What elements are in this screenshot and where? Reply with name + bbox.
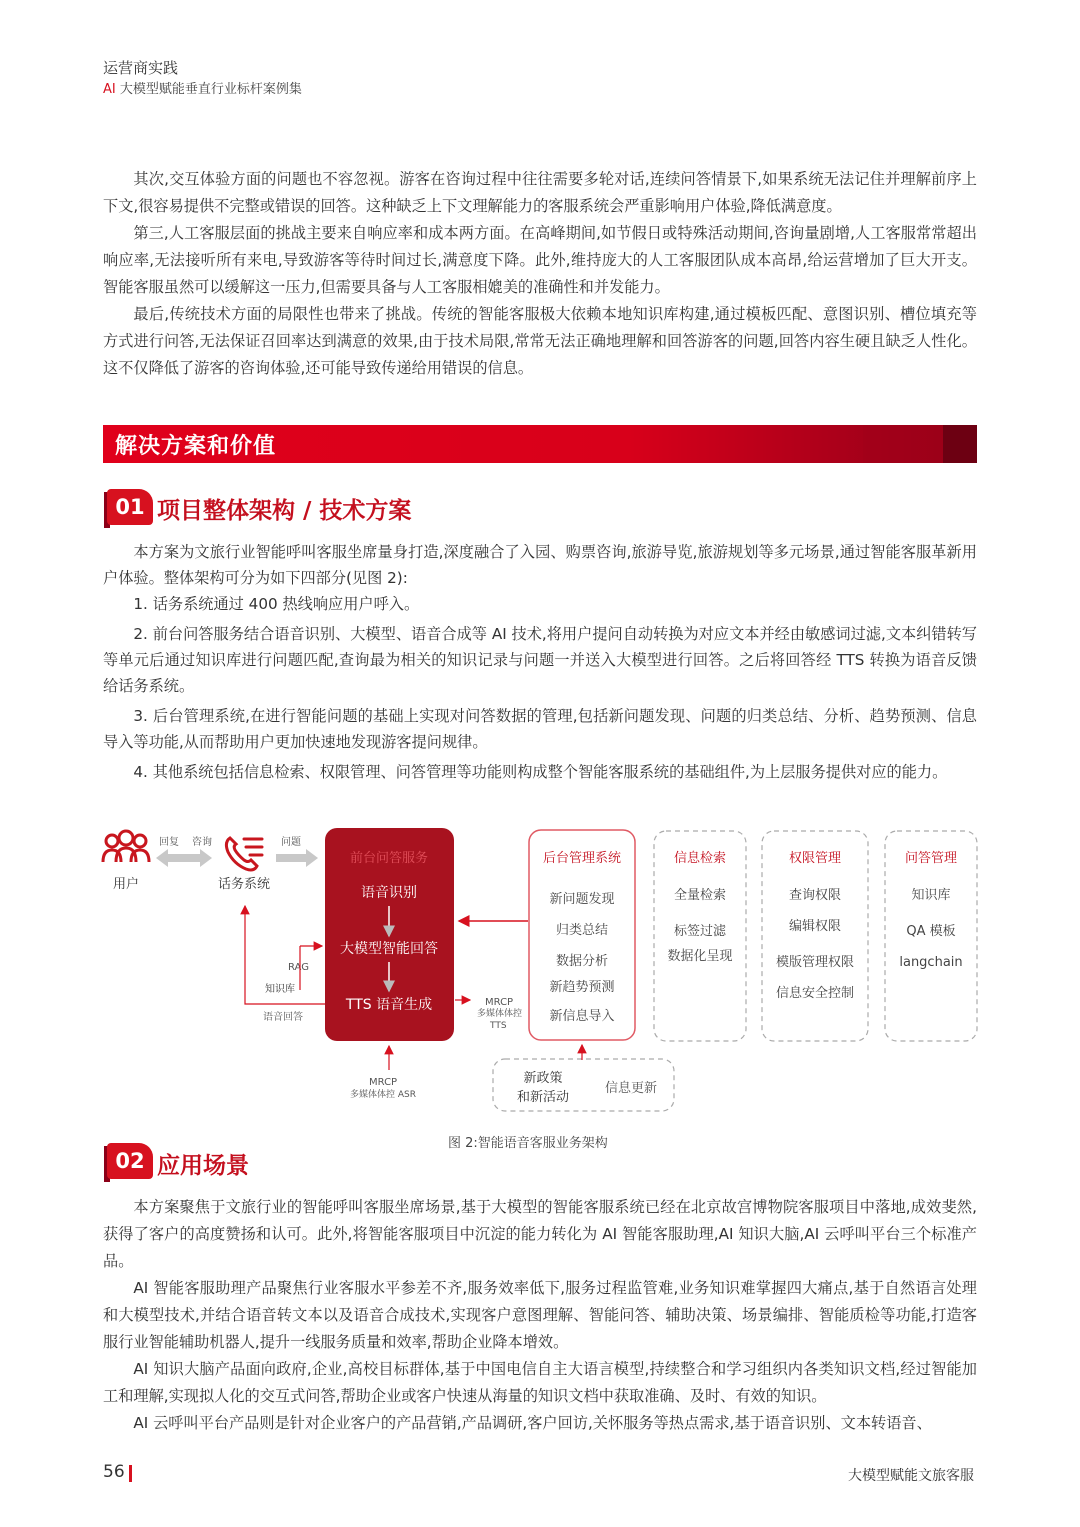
ask-label: 咨询 <box>192 837 212 848</box>
footer-title: 大模型赋能文旅客服 <box>848 1468 974 1484</box>
section-title: 应用场景 <box>157 1153 249 1179</box>
section2-text <box>103 1194 977 1437</box>
header-subtitle-text: 大模型赋能垂直行业标杆案例集 <box>115 82 302 97</box>
paragraph: 最后,传统技术方面的局限性也带来了挑战。传统的智能客服极大依赖本地知识库构建,通过模板匹配、意图识别、槽位填充等方式进行问答,无法保证召回率达到满意的效果,由于技术局限,常常无法正确地理解和回答游客的问题,回答内容生硬且缺乏人性化。这不仅降低了游客的咨询体验,还可能导致传递给用错误的信息。 <box>103 305 977 377</box>
front-item: 大模型智能回答 <box>340 941 438 957</box>
phone-icon <box>226 838 262 870</box>
user-label: 用户 <box>113 877 140 892</box>
back-management-title: 后台管理系统 <box>542 851 622 866</box>
list-item: 4. 其他系统包括信息检索、权限管理、问答管理等功能则构成整个智能客服系统的基础组件,为上层服务提供对应的能力。 <box>133 763 948 781</box>
mrcp-tts-label: MRCP <box>485 997 514 1008</box>
back-item: 数据分析 <box>555 954 609 969</box>
back-item: 新趋势预测 <box>549 980 615 995</box>
search-item: 全量检索 <box>673 888 727 903</box>
mrcp-asr-label: MRCP <box>369 1077 398 1088</box>
perm-item: 编辑权限 <box>788 919 842 934</box>
search-item: 标签过滤 <box>673 924 727 939</box>
qa-management-title: 问答管理 <box>904 851 958 866</box>
footer-divider <box>129 1465 132 1482</box>
back-item: 新信息导入 <box>549 1009 615 1024</box>
list-item: 2. 前台问答服务结合语音识别、大模型、语音合成等 AI 技术,将用户提问自动转换为对应文本并经由敏感词过滤,文本纠错转写等单元后通过知识库进行问题匹配,查询最为相关的知识记录与问题一并送入大模型进行回答。之后将回答经 TTS 转换为语音反馈给话务系统。 <box>103 625 977 695</box>
question-arrow <box>276 849 318 867</box>
call-system-label: 话务系统 <box>218 877 271 892</box>
list-item: 3. 后台管理系统,在进行智能问题的基础上实现对问答数据的管理,包括新问题发现、问题的归类总结、分析、趋势预测、信息导入等功能,从而帮助用户更加快速地发现游客提问规律。 <box>103 707 977 751</box>
section-title: 项目整体架构 / 技术方案 <box>157 498 412 524</box>
permission-title: 权限管理 <box>788 851 842 866</box>
qa-item: QA 模板 <box>906 924 956 939</box>
front-item: TTS 语音生成 <box>345 997 433 1013</box>
double-arrow <box>156 849 212 867</box>
back-item: 新问题发现 <box>549 892 615 907</box>
mrcp-tts-label: TTS <box>490 1021 507 1031</box>
reply-label: 回复 <box>159 837 179 848</box>
figure-caption: 图 2:智能语音客服业务架构 <box>448 1136 608 1151</box>
paragraph: 本方案聚焦于文旅行业的智能呼叫客服坐席场景,基于大模型的智能客服系统已经在北京故宫博物院客服项目中落地,成效斐然,获得了客户的高度赞扬和认可。此外,将智能客服项目中沉淀的能力转化为 AI 智能客服助理,AI 知识大脑,AI 云呼叫平台三个标准产品。 <box>103 1198 977 1270</box>
search-item: 数据化呈现 <box>667 949 733 964</box>
qa-item: 知识库 <box>911 888 951 903</box>
paragraph: 本方案为文旅行业智能呼叫客服坐席量身打造,深度融合了入园、购票咨询,旅游导览,旅游规划等多元场景,通过智能客服革新用户体验。整体架构可分为如下四部分(见图 2): <box>103 543 977 587</box>
voice-reply-label: 语音回答 <box>263 1012 303 1023</box>
question-label: 问题 <box>281 837 301 848</box>
mrcp-tts-label: 多媒体体控 <box>477 1009 523 1019</box>
update-label: 信息更新 <box>604 1081 658 1096</box>
running-header-title: 运营商实践 <box>103 59 179 77</box>
back-item: 归类总结 <box>555 923 609 938</box>
info-search-title: 信息检索 <box>673 851 727 866</box>
policy-label: 和新活动 <box>516 1090 570 1105</box>
policy-label: 新政策 <box>523 1071 563 1086</box>
users-icon <box>103 831 149 862</box>
header-ai-prefix: AI <box>103 82 116 97</box>
paragraph: AI 智能客服助理产品聚焦行业客服水平参差不齐,服务效率低下,服务过程监管难,业务知识难掌握四大痛点,基于自然语言处理和大模型技术,并结合语音转文本以及语音合成技术,实现客户意图理解、智能问答、辅助决策、场景编排、智能质检等功能,打造客服行业智能辅助机器人,提升一线服务质量和效率,帮助企业降本增效。 <box>103 1279 977 1351</box>
section-number-badge: 01 <box>107 489 153 525</box>
front-item: 语音识别 <box>361 885 417 901</box>
kb-label: 知识库 <box>265 984 295 995</box>
mrcp-asr-label: 多媒体体控 ASR <box>350 1090 416 1100</box>
perm-item: 信息安全控制 <box>775 986 855 1001</box>
paragraph: 第三,人工客服层面的挑战主要来自响应率和成本两方面。在高峰期间,如节假日或特殊活动期间,咨询量剧增,人工客服常常超出响应率,无法接听所有来电,导致游客等待时间过长,满意度下降。此外,维持庞大的人工客服团队成本高昂,给运营增加了巨大开支。智能客服虽然可以缓解这一压力,但需要具备与人工客服相媲美的准确性和并发能力。 <box>103 224 977 296</box>
list-item: 1. 话务系统通过 400 热线响应用户呼入。 <box>133 595 420 613</box>
paragraph: AI 知识大脑产品面向政府,企业,高校目标群体,基于中国电信自主大语言模型,持续整合和学习组织内各类知识文档,经过智能加工和理解,实现拟人化的交互式问答,帮助企业或客户快速从海量的知识文档中获取准确、及时、有效的知识。 <box>103 1360 977 1405</box>
section-number-badge: 02 <box>107 1143 153 1179</box>
perm-item: 模版管理权限 <box>775 955 855 970</box>
band-title: 解决方案和价值 <box>115 434 277 459</box>
rag-label: RAG <box>288 962 309 973</box>
page-number: 56 <box>103 1462 125 1482</box>
paragraph: AI 云呼叫平台产品则是针对企业客户的产品营销,产品调研,客户回访,关怀服务等热点需求,基于语音识别、文本转语音、 <box>133 1414 932 1432</box>
paragraph: 其次,交互体验方面的问题也不容忽视。游客在咨询过程中往往需要多轮对话,连续问答情景下,如果系统无法记住并理解前序上下文,很容易提供不完整或错误的回答。这种缺乏上下文理解能力的客服系统会严重影响用户体验,降低满意度。 <box>103 170 977 215</box>
qa-item: langchain <box>899 955 963 970</box>
front-service-title: 前台问答服务 <box>349 851 429 866</box>
perm-item: 查询权限 <box>788 888 842 903</box>
